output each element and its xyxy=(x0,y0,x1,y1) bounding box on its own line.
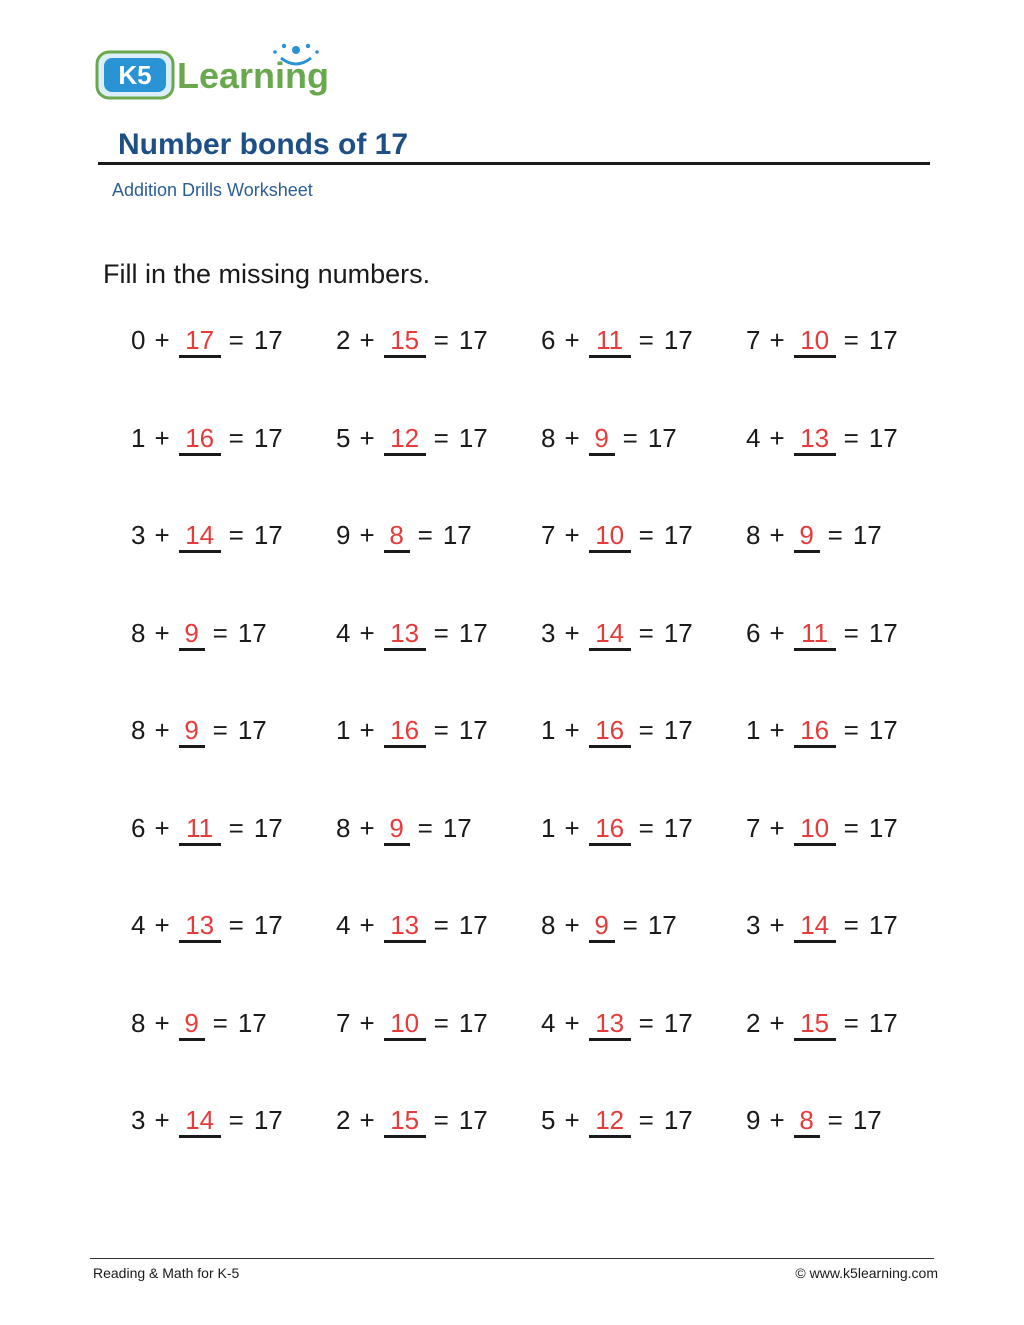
equals-sign: = xyxy=(638,1105,654,1135)
plus-sign: + xyxy=(769,812,785,843)
sum: 17 xyxy=(868,812,898,843)
sum: 17 xyxy=(663,617,693,648)
sum: 17 xyxy=(237,1007,267,1038)
plus-sign: + xyxy=(154,715,170,745)
problem-item xyxy=(746,325,898,365)
problem-item xyxy=(746,910,898,950)
plus-sign: + xyxy=(564,617,580,648)
missing-number-answer[interactable]: 10 xyxy=(384,1009,426,1041)
equals-sign: = xyxy=(228,812,244,843)
footer-right-text: © www.k5learning.com xyxy=(795,1265,938,1281)
missing-number-answer[interactable]: 9 xyxy=(794,521,820,553)
sum: 17 xyxy=(663,520,693,550)
problem-item xyxy=(541,910,677,950)
plus-sign: + xyxy=(769,1105,785,1135)
missing-number-answer[interactable]: 16 xyxy=(589,716,631,748)
sum: 17 xyxy=(442,520,472,550)
problem-item xyxy=(131,715,267,755)
missing-number-answer[interactable]: 11 xyxy=(179,814,221,846)
sum: 17 xyxy=(458,422,488,453)
plus-sign: + xyxy=(154,1105,170,1135)
problem-item xyxy=(746,1008,898,1048)
problem-item xyxy=(541,618,693,658)
missing-number-answer[interactable]: 10 xyxy=(589,521,631,553)
addend: 1 xyxy=(746,715,761,745)
addend: 6 xyxy=(541,325,556,355)
problem-item xyxy=(336,520,472,560)
missing-number-answer[interactable]: 11 xyxy=(589,326,631,358)
problem-item xyxy=(746,813,898,853)
problem-item xyxy=(131,1008,267,1048)
equals-sign: = xyxy=(638,715,654,745)
problem-item xyxy=(131,813,283,853)
equals-sign: = xyxy=(827,1105,843,1135)
missing-number-answer[interactable]: 13 xyxy=(794,424,836,456)
addend: 8 xyxy=(131,1007,146,1038)
plus-sign: + xyxy=(564,1105,580,1135)
plus-sign: + xyxy=(359,910,375,940)
addend: 4 xyxy=(746,422,761,453)
plus-sign: + xyxy=(359,1105,375,1135)
equals-sign: = xyxy=(622,422,638,453)
plus-sign: + xyxy=(154,1007,170,1038)
addend: 8 xyxy=(131,617,146,648)
equals-sign: = xyxy=(622,910,638,940)
addend: 1 xyxy=(336,715,351,745)
plus-sign: + xyxy=(154,812,170,843)
sum: 17 xyxy=(458,715,488,745)
missing-number-answer[interactable]: 13 xyxy=(384,619,426,651)
plus-sign: + xyxy=(154,520,170,550)
sum: 17 xyxy=(868,617,898,648)
equals-sign: = xyxy=(212,1007,228,1038)
problem-item xyxy=(746,715,898,755)
addend: 2 xyxy=(336,1105,351,1135)
missing-number-answer[interactable]: 14 xyxy=(179,1106,221,1138)
equals-sign: = xyxy=(228,910,244,940)
equals-sign: = xyxy=(843,617,859,648)
sum: 17 xyxy=(253,422,283,453)
plus-sign: + xyxy=(359,422,375,453)
addend: 1 xyxy=(131,422,146,453)
missing-number-answer[interactable]: 9 xyxy=(589,911,615,943)
sum: 17 xyxy=(647,910,677,940)
addend: 4 xyxy=(541,1007,556,1038)
addend: 9 xyxy=(336,520,351,550)
addend: 8 xyxy=(541,422,556,453)
problem-item xyxy=(336,325,488,365)
missing-number-answer[interactable]: 15 xyxy=(794,1009,836,1041)
equals-sign: = xyxy=(228,325,244,355)
sum: 17 xyxy=(237,617,267,648)
plus-sign: + xyxy=(564,422,580,453)
sum: 17 xyxy=(253,910,283,940)
plus-sign: + xyxy=(359,520,375,550)
plus-sign: + xyxy=(154,422,170,453)
equals-sign: = xyxy=(433,325,449,355)
equals-sign: = xyxy=(433,1007,449,1038)
equals-sign: = xyxy=(433,715,449,745)
page-subtitle: Addition Drills Worksheet xyxy=(112,180,313,200)
addend: 1 xyxy=(541,715,556,745)
addend: 3 xyxy=(746,910,761,940)
plus-sign: + xyxy=(769,715,785,745)
plus-sign: + xyxy=(564,715,580,745)
footer-left-text: Reading & Math for K-5 xyxy=(93,1265,240,1281)
equals-sign: = xyxy=(638,1007,654,1038)
sum: 17 xyxy=(663,1007,693,1038)
sum: 17 xyxy=(868,1007,898,1038)
equals-sign: = xyxy=(212,715,228,745)
equals-sign: = xyxy=(638,325,654,355)
sum: 17 xyxy=(868,715,898,745)
sum: 17 xyxy=(663,325,693,355)
addend: 8 xyxy=(131,715,146,745)
problem-item xyxy=(131,1105,283,1145)
problem-item xyxy=(541,1008,693,1048)
problem-item xyxy=(336,910,488,950)
equals-sign: = xyxy=(843,422,859,453)
equals-sign: = xyxy=(843,812,859,843)
missing-number-answer[interactable]: 15 xyxy=(384,326,426,358)
equals-sign: = xyxy=(843,715,859,745)
plus-sign: + xyxy=(154,325,170,355)
addend: 7 xyxy=(541,520,556,550)
equals-sign: = xyxy=(433,1105,449,1135)
equals-sign: = xyxy=(228,422,244,453)
missing-number-answer[interactable]: 16 xyxy=(589,814,631,846)
addend: 7 xyxy=(746,325,761,355)
svg-text:Learning: Learning xyxy=(177,55,330,96)
problem-item xyxy=(336,813,472,853)
problem-item xyxy=(746,618,898,658)
sum: 17 xyxy=(868,325,898,355)
addend: 3 xyxy=(131,520,146,550)
sum: 17 xyxy=(868,422,898,453)
problem-item xyxy=(131,618,267,658)
page-title: Number bonds of 17 xyxy=(118,128,409,161)
sum: 17 xyxy=(458,1007,488,1038)
addend: 7 xyxy=(746,812,761,843)
missing-number-answer[interactable]: 17 xyxy=(179,326,221,358)
missing-number-answer[interactable]: 14 xyxy=(589,619,631,651)
missing-number-answer[interactable]: 11 xyxy=(794,619,836,651)
plus-sign: + xyxy=(359,812,375,843)
addend: 4 xyxy=(336,910,351,940)
sum: 17 xyxy=(663,812,693,843)
missing-number-answer[interactable]: 8 xyxy=(794,1106,820,1138)
sum: 17 xyxy=(458,617,488,648)
sum: 17 xyxy=(253,325,283,355)
problem-item xyxy=(336,1008,488,1048)
addend: 8 xyxy=(541,910,556,940)
plus-sign: + xyxy=(769,325,785,355)
plus-sign: + xyxy=(564,325,580,355)
addend: 7 xyxy=(336,1007,351,1038)
problem-item xyxy=(131,910,283,950)
missing-number-answer[interactable]: 12 xyxy=(589,1106,631,1138)
plus-sign: + xyxy=(359,1007,375,1038)
problem-item xyxy=(541,1105,693,1145)
plus-sign: + xyxy=(564,520,580,550)
equals-sign: = xyxy=(827,520,843,550)
equals-sign: = xyxy=(212,617,228,648)
equals-sign: = xyxy=(638,812,654,843)
equals-sign: = xyxy=(228,1105,244,1135)
problem-item xyxy=(336,715,488,755)
equals-sign: = xyxy=(638,617,654,648)
missing-number-answer[interactable]: 8 xyxy=(384,521,410,553)
missing-number-answer[interactable]: 9 xyxy=(589,424,615,456)
plus-sign: + xyxy=(359,617,375,648)
missing-number-answer[interactable]: 15 xyxy=(384,1106,426,1138)
problem-item xyxy=(336,1105,488,1145)
problem-item xyxy=(541,325,693,365)
addend: 2 xyxy=(746,1007,761,1038)
problem-item xyxy=(541,520,693,560)
addend: 6 xyxy=(131,812,146,843)
missing-number-answer[interactable]: 9 xyxy=(384,814,410,846)
sum: 17 xyxy=(647,422,677,453)
plus-sign: + xyxy=(564,910,580,940)
sum: 17 xyxy=(663,715,693,745)
problem-item xyxy=(131,423,283,463)
problem-item xyxy=(541,423,677,463)
problem-item xyxy=(541,813,693,853)
problem-item xyxy=(746,423,898,463)
sum: 17 xyxy=(237,715,267,745)
plus-sign: + xyxy=(154,910,170,940)
equals-sign: = xyxy=(638,520,654,550)
problem-item xyxy=(336,618,488,658)
svg-text:K5: K5 xyxy=(118,60,152,90)
plus-sign: + xyxy=(359,715,375,745)
missing-number-answer[interactable]: 14 xyxy=(794,911,836,943)
plus-sign: + xyxy=(769,422,785,453)
addend: 5 xyxy=(336,422,351,453)
missing-number-answer[interactable]: 13 xyxy=(179,911,221,943)
missing-number-answer[interactable]: 9 xyxy=(179,1009,205,1041)
equals-sign: = xyxy=(843,325,859,355)
problem-item xyxy=(746,1105,882,1145)
problem-item xyxy=(336,423,488,463)
equals-sign: = xyxy=(433,910,449,940)
missing-number-answer[interactable]: 13 xyxy=(589,1009,631,1041)
equals-sign: = xyxy=(417,520,433,550)
addend: 6 xyxy=(746,617,761,648)
instructions: Fill in the missing numbers. xyxy=(103,259,431,289)
missing-number-answer[interactable]: 16 xyxy=(384,716,426,748)
problem-item xyxy=(746,520,882,560)
addend: 0 xyxy=(131,325,146,355)
addend: 2 xyxy=(336,325,351,355)
addend: 5 xyxy=(541,1105,556,1135)
sum: 17 xyxy=(253,812,283,843)
equals-sign: = xyxy=(433,422,449,453)
missing-number-answer[interactable]: 14 xyxy=(179,521,221,553)
problem-item xyxy=(131,520,283,560)
problem-item xyxy=(131,325,283,365)
plus-sign: + xyxy=(769,617,785,648)
missing-number-answer[interactable]: 9 xyxy=(179,716,205,748)
missing-number-answer[interactable]: 10 xyxy=(794,814,836,846)
plus-sign: + xyxy=(154,617,170,648)
sum: 17 xyxy=(458,1105,488,1135)
addend: 9 xyxy=(746,1105,761,1135)
equals-sign: = xyxy=(843,910,859,940)
plus-sign: + xyxy=(564,1007,580,1038)
addend: 8 xyxy=(746,520,761,550)
addend: 1 xyxy=(541,812,556,843)
sum: 17 xyxy=(442,812,472,843)
sum: 17 xyxy=(852,520,882,550)
equals-sign: = xyxy=(228,520,244,550)
sum: 17 xyxy=(852,1105,882,1135)
equals-sign: = xyxy=(433,617,449,648)
missing-number-answer[interactable]: 16 xyxy=(179,424,221,456)
plus-sign: + xyxy=(769,1007,785,1038)
problem-item xyxy=(541,715,693,755)
equals-sign: = xyxy=(843,1007,859,1038)
missing-number-answer[interactable]: 12 xyxy=(384,424,426,456)
addend: 4 xyxy=(336,617,351,648)
missing-number-answer[interactable]: 16 xyxy=(794,716,836,748)
missing-number-answer[interactable]: 10 xyxy=(794,326,836,358)
plus-sign: + xyxy=(564,812,580,843)
addend: 4 xyxy=(131,910,146,940)
sum: 17 xyxy=(663,1105,693,1135)
missing-number-answer[interactable]: 9 xyxy=(179,619,205,651)
equals-sign: = xyxy=(417,812,433,843)
plus-sign: + xyxy=(769,910,785,940)
plus-sign: + xyxy=(769,520,785,550)
sum: 17 xyxy=(458,325,488,355)
sum: 17 xyxy=(253,1105,283,1135)
addend: 3 xyxy=(541,617,556,648)
missing-number-answer[interactable]: 13 xyxy=(384,911,426,943)
sum: 17 xyxy=(868,910,898,940)
sum: 17 xyxy=(253,520,283,550)
footer-divider xyxy=(90,1258,934,1259)
addend: 3 xyxy=(131,1105,146,1135)
plus-sign: + xyxy=(359,325,375,355)
addend: 8 xyxy=(336,812,351,843)
sum: 17 xyxy=(458,910,488,940)
